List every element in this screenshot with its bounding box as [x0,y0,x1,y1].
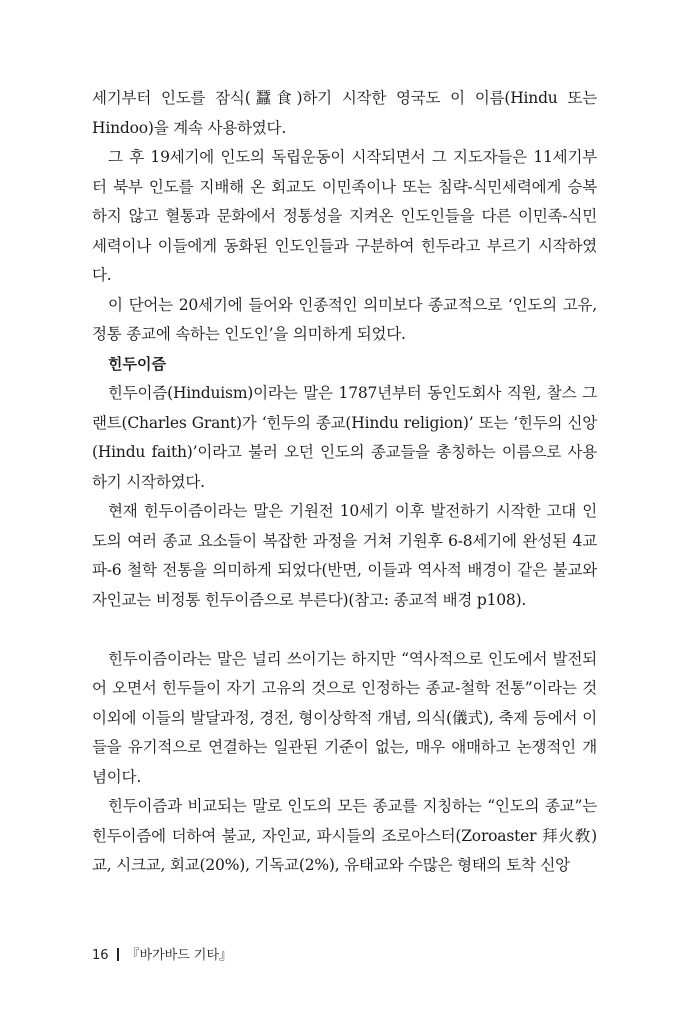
paragraph: 세기부터 인도를 잠식(蠶食)하기 시작한 영국도 이 이름(Hindu 또는 Hindoo)을 계속 사용하였다. [92,89,597,137]
paragraph: 힌두이즘과 비교되는 말로 인도의 모든 종교를 지칭하는 “인도의 종교”는 힌두이즘에 더하여 불교, 자인교, 파시들의 조로아스터(Zoroaster 拜火敎)교, 시크교, 회교(20%), 기독교(2%), 유태교와 수많은 형태의 토착 신앙 [92,797,597,874]
paragraph: 힌두이즘이라는 말은 널리 쓰이기는 하지만 “역사적으로 인도에서 발전되어 오면서 힌두들이 자기 고유의 것으로 인정하는 종교-철학 전통”이라는 것 이외에 이들의 발달과정, 경전, 형이상학적 개념, 의식(儀式), 축제 등에서 이들을 유기적으로 연결하는 일관된 기준이 없는, 매우 애매하고 논쟁적인 개념이다. [92,649,597,786]
paragraph: 이 단어는 20세기에 들어와 인종적인 의미보다 종교적으로 ‘인도의 고유, 정통 종교에 속하는 인도인’을 의미하게 되었다. [92,295,597,343]
footer-divider [117,948,119,961]
section-heading: 힌두이즘 [108,354,166,373]
page-footer [92,944,232,963]
book-title: 『바가바드 기타』 [126,948,233,963]
paragraph: 현재 힌두이즘이라는 말은 기원전 10세기 이후 발전하기 시작한 고대 인도의 여러 종교 요소들이 복잡한 과정을 거쳐 기원후 6-8세기에 완성된 4교파-6 철학 전통을 의미하게 되었다(반면, 이들과 역사적 배경이 같은 불교와 자인교는 비정통 힌두이즘으로 부른다)(참고: 종교적 배경 p108). [92,502,597,609]
paragraph-gap [92,615,597,645]
paragraph: 그 후 19세기에 인도의 독립운동이 시작되면서 그 지도자들은 11세기부터 북부 인도를 지배해 온 회교도 이민족이나 또는 침략-식민세력에게 승복하지 않고 혈통과 문화에서 정통성을 지켜온 인도인들을 다른 이민족-식민 세력이나 이들에게 동화된 인도인들과 구분하여 힌두라고 부르기 시작하였다. [92,148,597,284]
paragraph: 힌두이즘(Hinduism)이라는 말은 1787년부터 동인도회사 직원, 찰스 그랜트(Charles Grant)가 ‘힌두의 종교(Hindu religion)’ 또는 ‘힌두의 신앙(Hindu faith)’이라고 불러 오던 인도의 종교들을 총칭하는 이름으로 사용하기 시작하였다. [92,384,597,491]
body-text [92,84,597,881]
page-number: 16 [92,948,109,963]
